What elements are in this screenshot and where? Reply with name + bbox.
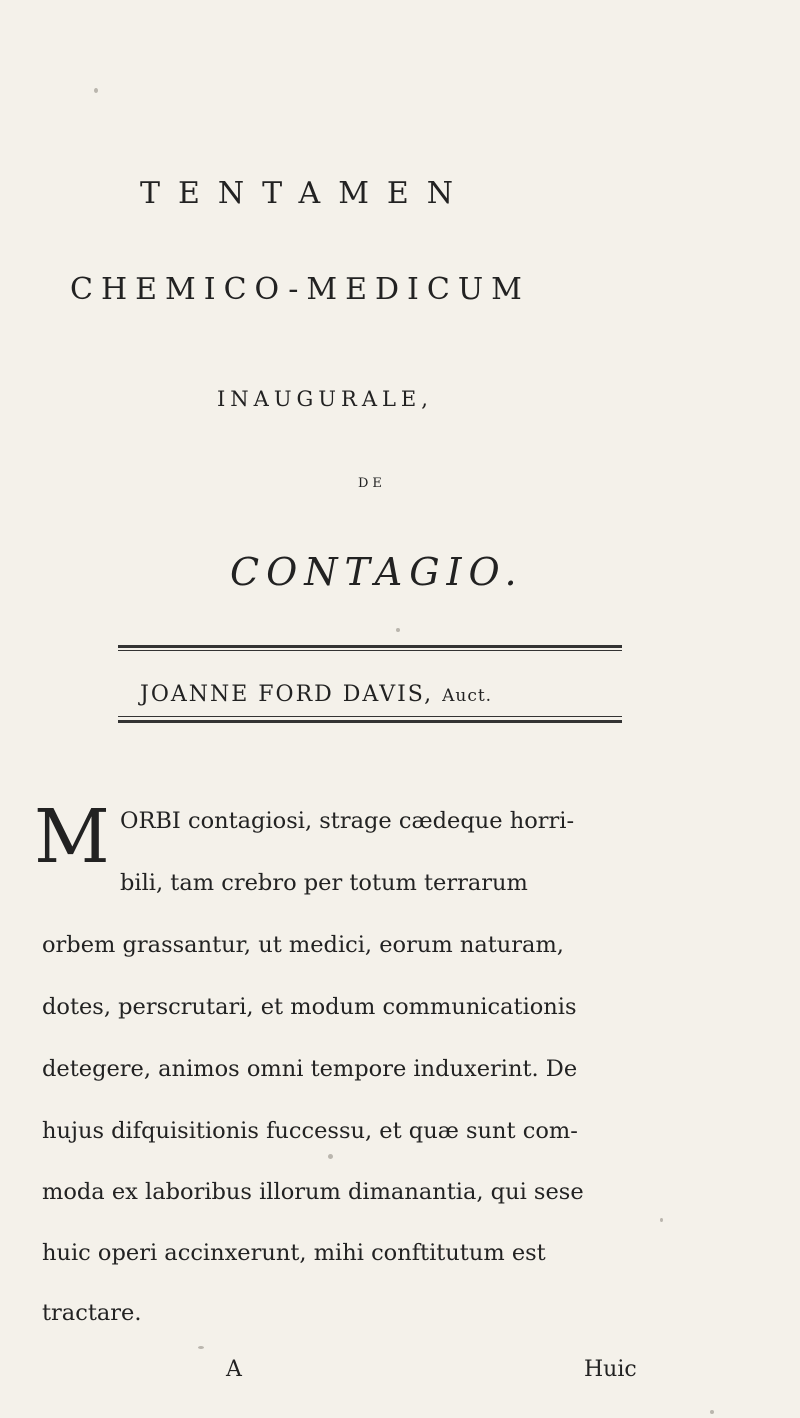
text-line: dotes, perscrutari, et modum communicationis [42, 994, 577, 1020]
title-inaugurale: INAUGURALE, [217, 387, 433, 411]
paper-speck [660, 1218, 663, 1222]
top-rule [118, 645, 622, 648]
title-tentamen: TENTAMEN [140, 176, 472, 211]
text-line: bili, tam crebro per totum terrarum [120, 870, 528, 896]
bottom-rule [118, 720, 622, 723]
top-rule-thin [118, 650, 622, 651]
text-line: detegere, animos omni tempore induxerint. De [42, 1056, 578, 1082]
paper-speck [328, 1154, 333, 1159]
signature-mark: A [226, 1357, 242, 1382]
drop-cap: M [34, 794, 110, 880]
author-suffix: Auct. [442, 686, 493, 706]
title-de: DE [358, 476, 386, 491]
text-line: tractare. [42, 1300, 142, 1326]
text-line: ORBI contagiosi, strage cædeque horri- [120, 808, 575, 834]
text-line: hujus difquisitionis fuccessu, et quæ sunt com- [42, 1118, 578, 1144]
bottom-rule-thin [118, 716, 622, 717]
author-name: JOANNE FORD DAVIS, [140, 682, 434, 707]
title-chemico-medicum: CHEMICO-MEDICUM [70, 272, 530, 307]
paper-speck [198, 1346, 204, 1349]
text-line: huic operi accinxerunt, mihi conftitutum est [42, 1240, 546, 1266]
title-contagio: CONTAGIO. [230, 550, 524, 594]
text-line: orbem grassantur, ut medici, eorum naturam, [42, 932, 564, 958]
catchword: Huic [584, 1357, 637, 1382]
paper-speck [94, 88, 98, 93]
paper-speck [710, 1410, 714, 1414]
author-line [140, 682, 492, 707]
paper-speck [396, 628, 400, 632]
text-line: moda ex laboribus illorum dimanantia, qui sese [42, 1179, 584, 1205]
